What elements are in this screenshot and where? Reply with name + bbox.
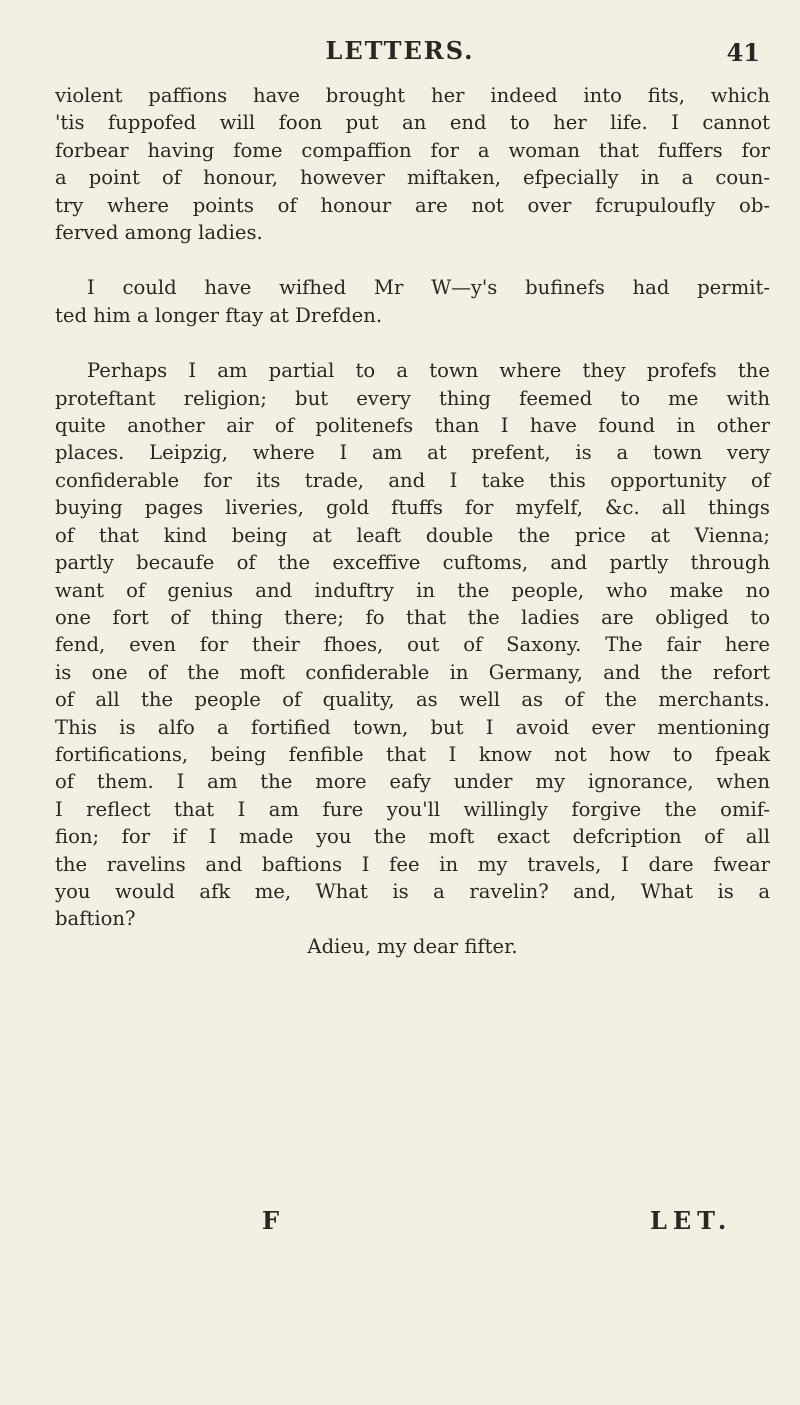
- paragraph: [55, 357, 770, 933]
- text-line: partly becaufe of the exceffive cuftoms, and partly through: [55, 551, 770, 575]
- text-line: buying pages liveries, gold ftuffs for myfelf, &c. all things: [55, 496, 770, 520]
- paragraph: [55, 274, 770, 329]
- text-line: places. Leipzig, where I am at prefent, is a town very: [55, 441, 770, 465]
- text-line: of that kind being at leaft double the price at Vienna;: [55, 523, 770, 547]
- text-line: is one of the moft confiderable in Germany, and the refort: [55, 660, 770, 684]
- catchword: LET.: [650, 1206, 733, 1235]
- page-footer: [0, 1206, 800, 1236]
- text-line: ted him a longer ftay at Drefden.: [55, 303, 383, 327]
- text-line: fend, even for their fhoes, out of Saxony. The fair here: [55, 633, 770, 657]
- letter-body: [55, 82, 770, 960]
- text-line: of all the people of quality, as well as of the merchants.: [55, 688, 770, 712]
- text-line: This is alfo a fortified town, but I avoid ever mentioning: [55, 715, 770, 739]
- text-line: baftion?: [55, 907, 136, 931]
- text-line: forbear having fome compaffion for a woman that fuffers for: [55, 138, 770, 162]
- text-line: the ravelins and baftions I fee in my travels, I dare fwear: [55, 852, 770, 876]
- paragraph: [55, 82, 770, 246]
- closing-salutation: Adieu, my dear fifter.: [307, 934, 518, 958]
- text-line: fortifications, being fenfible that I know not how to fpeak: [55, 742, 770, 766]
- text-line: want of genius and induftry in the people, who make no: [55, 578, 770, 602]
- text-line: confiderable for its trade, and I take this opportunity of: [55, 468, 770, 492]
- signature-mark: F: [262, 1206, 280, 1235]
- text-line: quite another air of politenefs than I have found in other: [55, 414, 770, 438]
- text-line: a point of honour, however miftaken, efpecially in a coun-: [55, 166, 770, 190]
- text-line: try where points of honour are not over fcrupuloufly ob-: [55, 193, 770, 217]
- text-line: violent paffions have brought her indeed into fits, which: [55, 84, 770, 107]
- text-line: you would afk me, What is a ravelin? and, What is a: [55, 879, 770, 903]
- page-number: 41: [726, 38, 760, 67]
- text-line: ferved among ladies.: [55, 221, 263, 245]
- text-line: 'tis fuppofed will foon put an end to her life. I cannot: [55, 111, 770, 135]
- text-line: fion; for if I made you the moft exact defcription of all: [55, 825, 770, 849]
- text-line: proteftant religion; but every thing feemed to me with: [55, 386, 770, 410]
- text-line: of them. I am the more eafy under my ignorance, when: [55, 770, 770, 794]
- running-title: LETTERS.: [325, 36, 475, 65]
- text-line: one fort of thing there; fo that the ladies are obliged to: [55, 605, 770, 629]
- text-line: Perhaps I am partial to a town where they profefs the: [87, 359, 770, 383]
- text-line: I reflect that I am fure you'll willingly forgive the omif-: [55, 797, 770, 821]
- text-line: I could have wifhed Mr W—y's bufinefs had permit-: [87, 276, 770, 300]
